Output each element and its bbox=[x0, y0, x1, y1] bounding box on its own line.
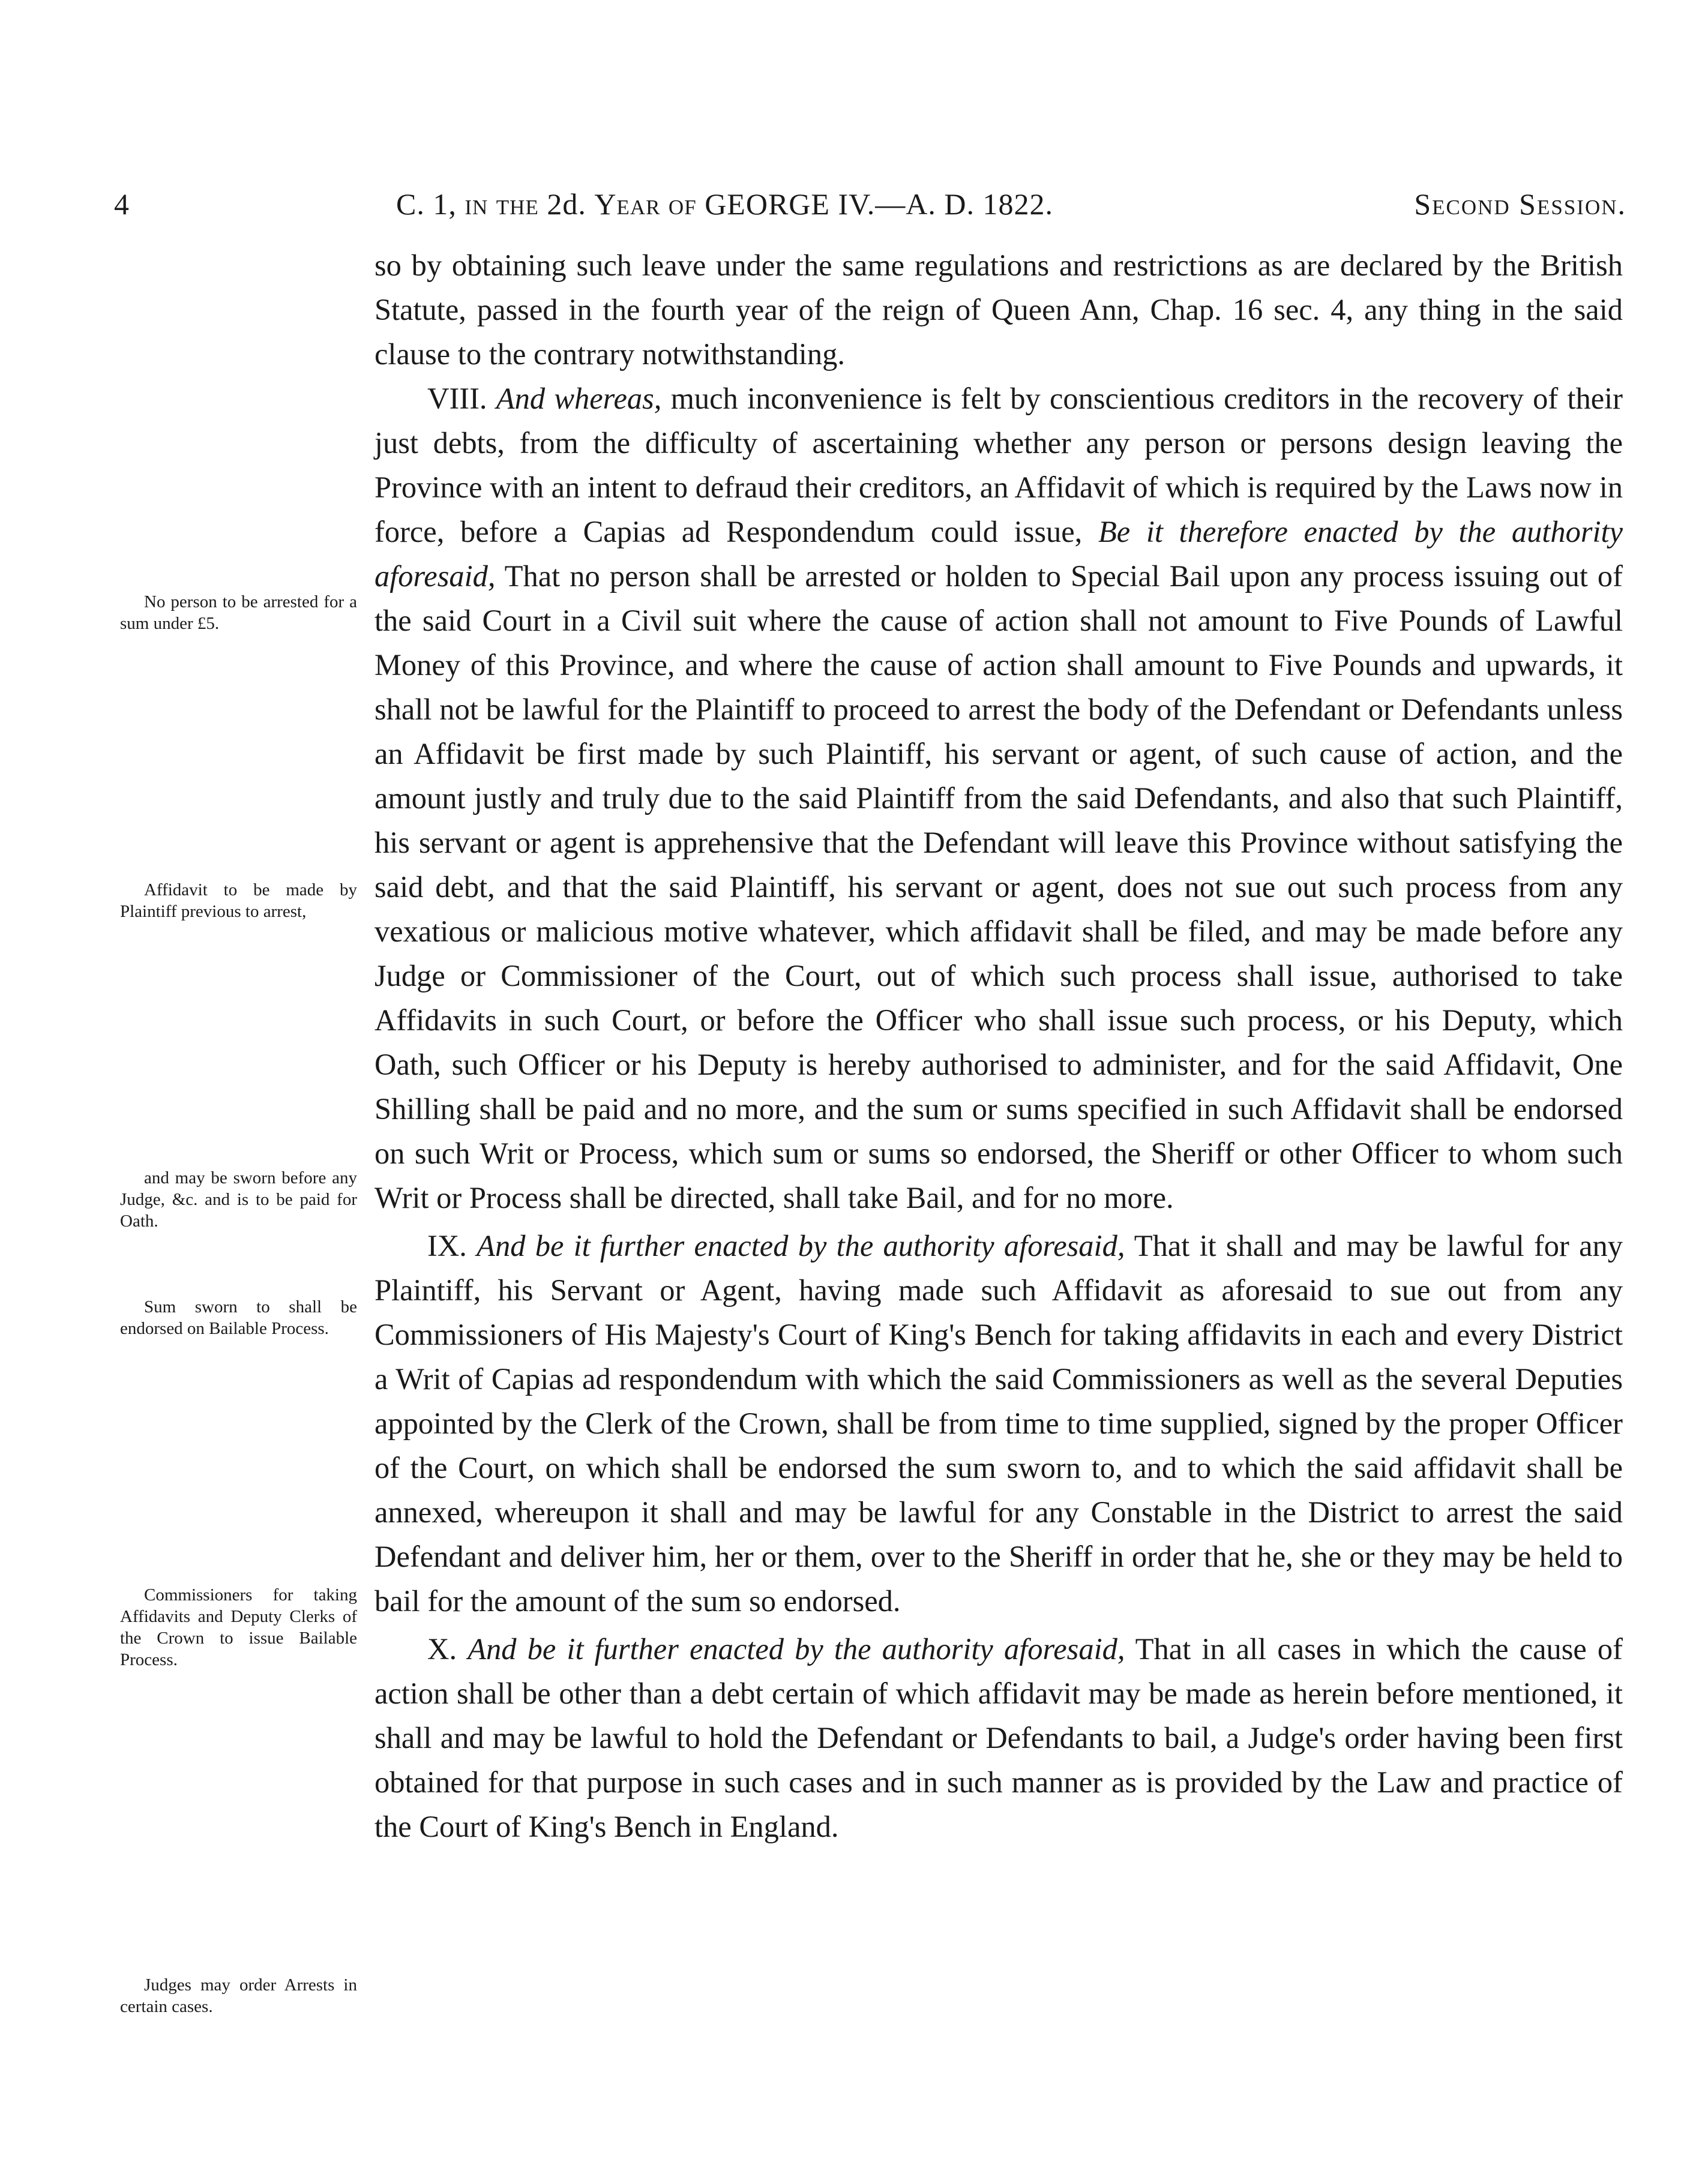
section-8-text-a: much inconvenience is felt by conscientious creditors in the recovery of their just debts, from the difficulty of ascertaining whether any person or persons design leaving the Province with an intent to defraud their creditors, an Affidavit of which is required by the Laws now in force, before a Capias ad Respondendum could issue, bbox=[374, 382, 1623, 548]
paragraph-section-8 bbox=[374, 376, 1623, 1220]
margin-note-commissioners: Commissioners for taking Affidavits and Deputy Clerks of the Crown to issue Bailable Process. bbox=[120, 1585, 357, 1669]
margin-note-judges: Judges may order Arrests in certain cases. bbox=[120, 1975, 357, 2016]
chapter-year-word: Year of bbox=[594, 187, 697, 221]
chapter-heading bbox=[396, 180, 1053, 228]
margin-note-affidavit: Affidavit to be made by Plaintiff previous to arrest, bbox=[120, 880, 357, 921]
paragraph-section-9 bbox=[374, 1224, 1623, 1623]
chapter-year-num: 2d. bbox=[538, 187, 595, 221]
section-8-italic-a: And whereas, bbox=[496, 382, 662, 415]
section-10-number: X. bbox=[427, 1632, 468, 1666]
section-8-number: VIII. bbox=[427, 382, 496, 415]
section-9-number: IX. bbox=[427, 1229, 477, 1263]
section-8-italic-b: Be it therefore enacted by the authority aforesaid, bbox=[374, 515, 1623, 593]
section-9-italic: And be it further enacted by the authority aforesaid, bbox=[477, 1229, 1125, 1263]
chapter-king: GEORGE IV.—A. D. 1822. bbox=[696, 187, 1053, 221]
chapter-prefix: C. 1, bbox=[396, 187, 465, 221]
section-10-italic: And be it further enacted by the authority aforesaid, bbox=[468, 1632, 1125, 1666]
chapter-in: in the bbox=[465, 187, 539, 221]
paragraph-section-10 bbox=[374, 1627, 1623, 1849]
page-number: 4 bbox=[114, 187, 129, 221]
paragraph-continuation: so by obtaining such leave under the same regulations and restrictions as are declared by the British Statute, passed in the fourth year of the reign of Queen Ann, Chap. 16 sec. 4, any thing in the said clause to the contrary notwithstanding. bbox=[374, 248, 1623, 371]
margin-note-sworn: and may be sworn before any Judge, &c. and is to be paid for Oath. bbox=[120, 1168, 357, 1231]
session-label: Second Session. bbox=[1414, 187, 1626, 221]
section-10-text: That in all cases in which the cause of action shall be other than a debt certain of which affidavit may be made as herein before mentioned, it shall and may be lawful to hold the Defendant or Defendants to bail, a Judge's order having been first obtained for that purpose in such cases and in such manner as is provided by the Law and practice of the Court of King's Bench in England. bbox=[374, 1632, 1623, 1843]
section-8-text-b: That no person shall be arrested or holden to Special Bail upon any process issuing out of the said Court in a Civil suit where the cause of action shall not amount to Five Pounds of Lawful Money of this Province, and where the cause of action shall amount to Five Pounds and upwards, it shall not be lawful for the Plaintiff to proceed to arrest the body of the Defendant or Defendants unless an Affidavit be first made by such Plaintiff, his servant or agent, of such cause of action, and the amount justly and truly due to the said Plaintiff from the said Defendants, and also that such Plaintiff, his servant or agent is apprehensive that the Defendant will leave this Province without satisfying the said debt, and that the said Plaintiff, his servant or agent, does not sue out such process from any vexatious or malicious motive whatever, which affidavit shall be filed, and may be made before any Judge or Commissioner of the Court, out of which such process shall issue, authorised to take Affidavits in such Court, or before the Officer who shall issue such process, or his Deputy, which Oath, such Officer or his Deputy is hereby authorised to administer, and for the said Affidavit, One Shilling shall be paid and no more, and the sum or sums specified in such Affidavit shall be endorsed on such Writ or Process, which sum or sums so endorsed, the Sheriff or other Officer to whom such Writ or Process shall be directed, shall take Bail, and for no more. bbox=[374, 559, 1623, 1215]
running-header bbox=[114, 180, 1626, 228]
main-text bbox=[374, 243, 1623, 1849]
margin-note-sum-sworn: Sum sworn to shall be endorsed on Bailable Process. bbox=[120, 1297, 357, 1338]
section-9-text: That it shall and may be lawful for any Plaintiff, his Servant or Agent, having made such Affidavit as aforesaid to sue out from any Commissioners of His Majesty's Court of King's Bench for taking affidavits in each and every District a Writ of Capias ad respondendum with which the said Commissioners as well as the several Deputies appointed by the Clerk of the Crown, shall be from time to time supplied, signed by the proper Officer of the Court, on which shall be endorsed the sum sworn to, and to which the said affidavit shall be annexed, whereupon it shall and may be lawful for any Constable in the District to arrest the said Defendant and deliver him, her or them, over to the Sheriff in order that he, she or they may be held to bail for the amount of the sum so endorsed. bbox=[374, 1229, 1623, 1618]
margin-note-no-arrest: No person to be arrested for a sum under £5. bbox=[120, 592, 357, 633]
